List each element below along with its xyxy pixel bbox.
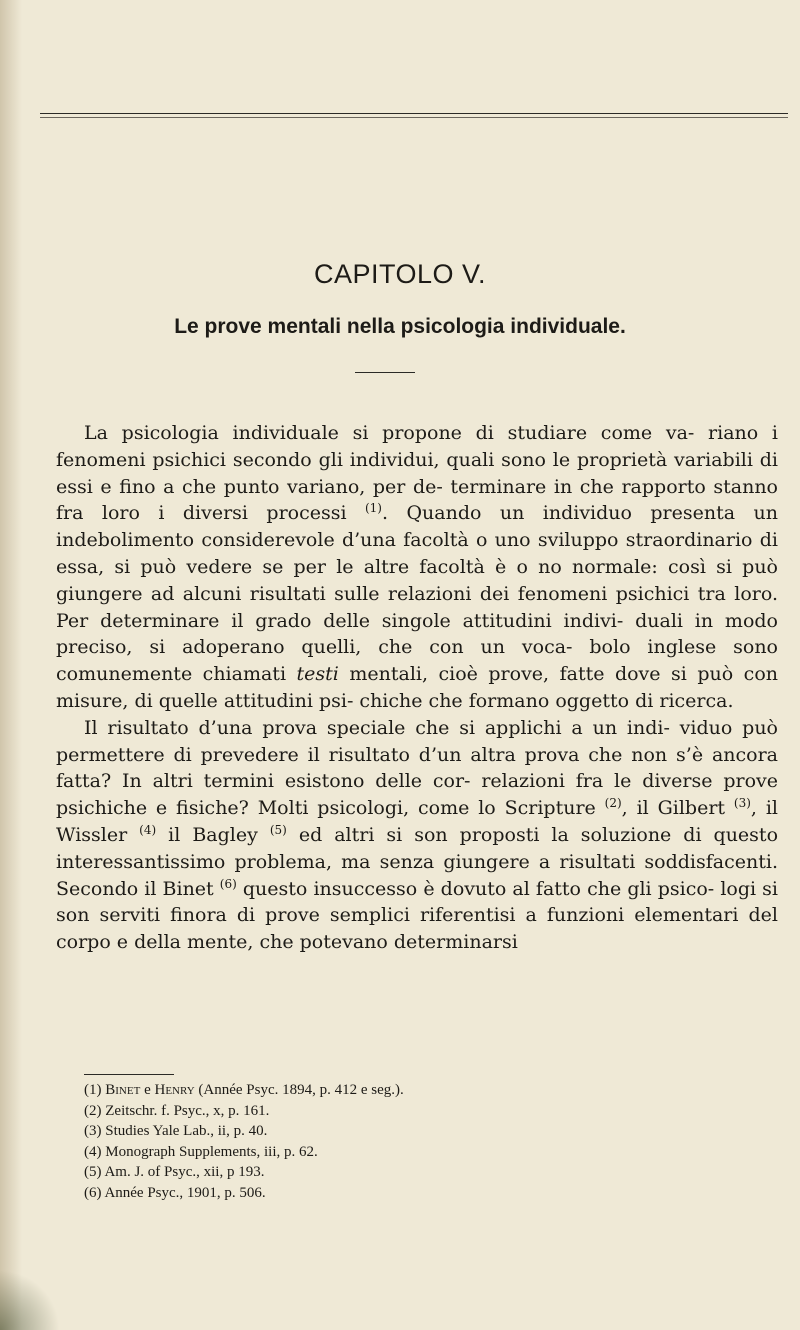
footnote-5: (5) Am. J. of Psyc., xii, p 193.	[84, 1164, 265, 1181]
footnote-ref-3: (3)	[733, 796, 751, 811]
italic-term: testi	[296, 663, 339, 686]
footnote-2: (2) Zeitschr. f. Psyc., x, p. 161.	[84, 1102, 270, 1119]
paragraph-1: La psicologia individuale si propone di studiare come va- riano i fenomeni psichici secondo gli individui, quali sono le proprietà variabili di essi e fino a che punto variano, per de- terminare in che rapporto stanno fra loro i diversi processi $^{(1)}$. Quando un individuo presenta un indebolimento considerevole d’una facoltà o uno sviluppo straordinario di essa, si può vedere se per le altre facoltà è o no normale: così si può giungere ad alcuni risultati sulle relazioni dei fenomeni psichici tra loro. Per determinare il grado delle singole attitudini indivi- duali in modo preciso, si adoperano quelli, che con un voca- bolo inglese sono comunemente chiamati testi mentali, cioè prove, fatte dove si può con misure, di quelle attitudini psi- chiche che formano oggetto di ricerca.	[56, 422, 778, 712]
footnote-4: (4) Monograph Supplements, iii, p. 62.	[84, 1143, 318, 1160]
title-divider	[355, 372, 415, 373]
footnotes	[84, 1080, 744, 1204]
paragraph-2: Il risultato d’una prova speciale che si applichi a un indi- viduo può permettere di prevedere il risultato d’un altra prova che non s’è ancora fatta? In altri termini esistono delle cor- relazioni fra le diverse prove psichiche e fisiche? Molti psicologi, come lo Scripture $^{(2)}$, il Gilbert $^{(3)}$, il Wissler $^{(4)}$ il Bagley $^{(5)}$ ed altri si son proposti la soluzione di questo interessantissimo problema, ma senza giungere a risultati soddisfacenti. Secondo il Binet $^{(6)}$ questo insuccesso è dovuto al fatto che gli psico- logi si son serviti finora di prove semplici riferentisi a funzioni elementari del corpo e della mente, che potevano determinarsi	[56, 716, 779, 954]
footnote-ref-6: (6)	[219, 876, 237, 891]
page-corner-stain	[0, 1270, 60, 1330]
chapter-title: CAPITOLO V.	[313, 259, 487, 289]
body-text	[56, 420, 778, 956]
footnote-divider	[84, 1074, 174, 1075]
footnote-3: (3) Studies Yale Lab., ii, p. 40.	[84, 1123, 268, 1140]
header-rule-secondary	[40, 117, 788, 118]
footnote-ref-5: (5)	[269, 822, 287, 837]
header-rule	[40, 113, 788, 114]
footnote-1: (1) Binet e Henry (Année Psyc. 1894, p. 412 e seg.).	[84, 1082, 404, 1098]
footnote-6: (6) Année Psyc., 1901, p. 506.	[84, 1184, 266, 1201]
footnote-ref-2: (2)	[604, 796, 622, 811]
footnote-ref-1: (1)	[364, 501, 382, 516]
footnote-ref-4: (4)	[139, 822, 157, 837]
page-edge-shadow	[0, 0, 22, 1330]
section-title: Le prove mentali nella psicologia individuale.	[174, 315, 626, 338]
